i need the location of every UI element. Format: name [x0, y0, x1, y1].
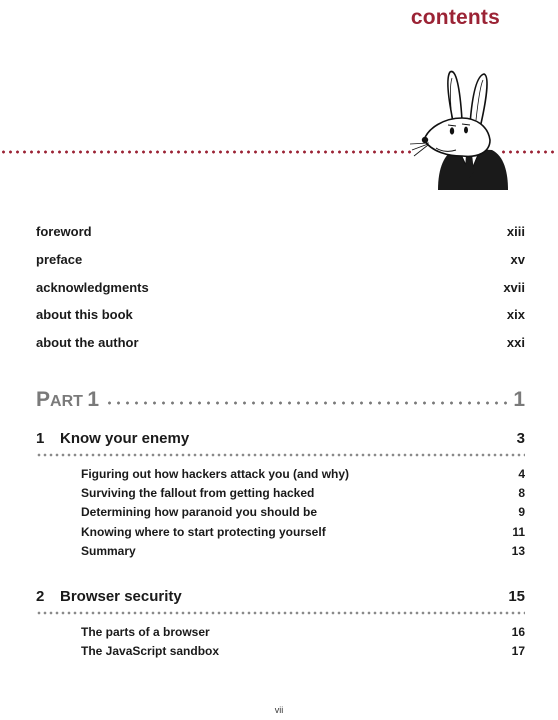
- section-title: Surviving the fallout from getting hacked: [81, 486, 315, 501]
- entry-page: xxi: [506, 335, 525, 351]
- section-title: Determining how paranoid you should be: [81, 505, 318, 520]
- entry-page: xix: [506, 307, 525, 323]
- section-entry[interactable]: [36, 525, 525, 544]
- entry-title: about the author: [36, 335, 139, 351]
- chapter-heading[interactable]: [36, 430, 525, 447]
- chapter-page: 3: [516, 430, 525, 447]
- section-page: 4: [518, 467, 525, 481]
- chapter-1: [36, 430, 525, 563]
- section-page: 11: [512, 524, 525, 539]
- section-title: Summary: [81, 543, 136, 558]
- section-page: 9: [518, 505, 525, 520]
- chapter-dotted-rule: [36, 611, 525, 615]
- title-dotted-rule-right: [500, 150, 558, 154]
- section-page: 16: [511, 625, 525, 639]
- section-page: 17: [511, 644, 525, 659]
- chapter-number: 2: [36, 588, 45, 605]
- section-entry[interactable]: [36, 625, 525, 644]
- front-matter-entry[interactable]: [36, 335, 525, 363]
- section-entry[interactable]: [36, 467, 525, 486]
- entry-title: foreword: [36, 224, 92, 239]
- page-title: contents: [410, 6, 500, 29]
- entry-title: acknowledgments: [36, 279, 149, 295]
- entry-page: xv: [510, 251, 525, 267]
- front-matter-entry[interactable]: [36, 224, 525, 252]
- chapter-heading[interactable]: [36, 588, 525, 605]
- section-title: Knowing where to start protecting yourself: [81, 524, 326, 539]
- section-page: 13: [511, 543, 525, 558]
- section-title: The JavaScript sandbox: [81, 644, 220, 659]
- front-matter-list: [36, 224, 525, 363]
- section-entry[interactable]: [36, 486, 525, 505]
- entry-title: preface: [36, 251, 83, 267]
- chapter-dotted-rule: [36, 453, 525, 457]
- part-label: PART 1: [36, 388, 100, 411]
- section-title: Figuring out how hackers attack you (and why): [81, 467, 350, 481]
- section-entry[interactable]: [36, 505, 525, 524]
- section-entry[interactable]: [36, 644, 525, 663]
- section-title: The parts of a browser: [81, 625, 210, 639]
- chapter-page: 15: [508, 588, 525, 605]
- front-matter-entry[interactable]: [36, 280, 525, 308]
- title-dotted-rule-left: [0, 150, 412, 154]
- page-number: vii: [274, 705, 284, 715]
- front-matter-entry[interactable]: [36, 252, 525, 280]
- section-entry[interactable]: [36, 544, 525, 563]
- chapter-title: Know your enemy: [60, 430, 190, 447]
- part-page: 1: [513, 388, 525, 411]
- chapter-title: Browser security: [60, 588, 182, 605]
- part-heading[interactable]: [36, 388, 525, 412]
- front-matter-entry[interactable]: [36, 307, 525, 335]
- part-leader-dots: [105, 401, 507, 405]
- section-page: 8: [518, 486, 525, 501]
- entry-title: about this book: [36, 307, 133, 323]
- rabbit-mascot-icon: [410, 68, 510, 190]
- chapter-number: 1: [36, 430, 45, 447]
- chapter-2: [36, 588, 525, 663]
- entry-page: xiii: [506, 224, 525, 239]
- entry-page: xvii: [503, 279, 525, 295]
